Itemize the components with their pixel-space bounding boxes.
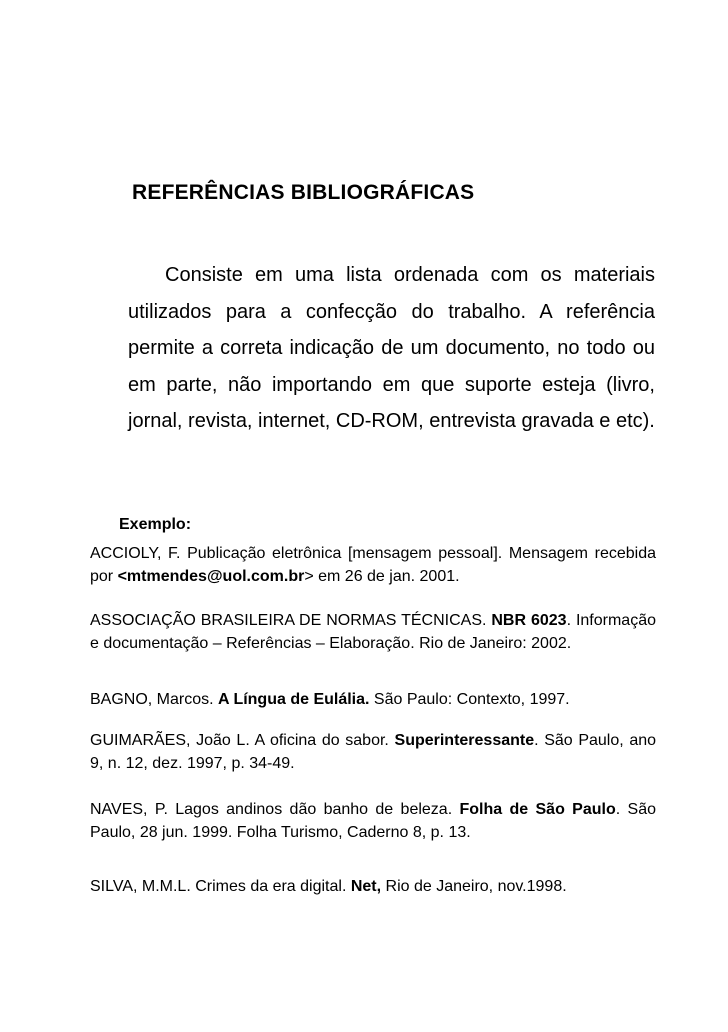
reference-entry: [90, 688, 656, 711]
intro-paragraph: Consiste em uma lista ordenada com os materiais utilizados para a confecção do trabalho. A referência permite a correta indicação de um documento, no todo ou em parte, não importando em que suporte esteja (livro, jornal, revista, internet, CD-ROM, entrevista gravada e etc).: [128, 264, 655, 432]
reference-entry: [90, 875, 656, 898]
reference-text: > em 26 de jan. 2001.: [304, 568, 460, 585]
reference-text: . Informação e documentação – Referências – Elaboração. Rio de Janeiro: 2002.: [90, 612, 656, 652]
reference-highlight: <mtmendes@uol.com.br: [117, 568, 305, 585]
page-title: REFERÊNCIAS BIBLIOGRÁFICAS: [132, 181, 475, 204]
reference-text: ACCIOLY, F. Publicação eletrônica [mensagem pessoal]. Mensagem recebida por: [90, 545, 656, 585]
reference-text: NAVES, P. Lagos andinos dão banho de beleza.: [90, 801, 460, 818]
reference-highlight: Folha de São Paulo: [459, 801, 616, 818]
reference-highlight: Net,: [350, 878, 382, 895]
reference-entry: [90, 609, 656, 655]
reference-entry: [90, 798, 656, 844]
reference-text: . São Paulo, 28 jun. 1999. Folha Turismo, Caderno 8, p. 13.: [90, 801, 657, 841]
reference-highlight: NBR 6023: [491, 612, 567, 629]
reference-highlight: A Língua de Eulália.: [218, 691, 370, 708]
reference-text: Rio de Janeiro, nov.1998.: [381, 878, 567, 895]
reference-text: BAGNO, Marcos.: [90, 691, 219, 708]
reference-text: SILVA, M.M.L. Crimes da era digital.: [90, 878, 351, 895]
reference-text: . São Paulo, ano 9, n. 12, dez. 1997, p. 34-49.: [90, 732, 657, 772]
reference-text: GUIMARÃES, João L. A oficina do sabor.: [90, 732, 395, 749]
reference-highlight: Superinteressante: [394, 732, 535, 749]
reference-entry: [90, 729, 656, 775]
reference-text: São Paulo: Contexto, 1997.: [369, 691, 570, 708]
example-label: Exemplo:: [119, 516, 192, 533]
reference-entry: [90, 542, 656, 588]
reference-text: ASSOCIAÇÃO BRASILEIRA DE NORMAS TÉCNICAS.: [90, 612, 492, 629]
